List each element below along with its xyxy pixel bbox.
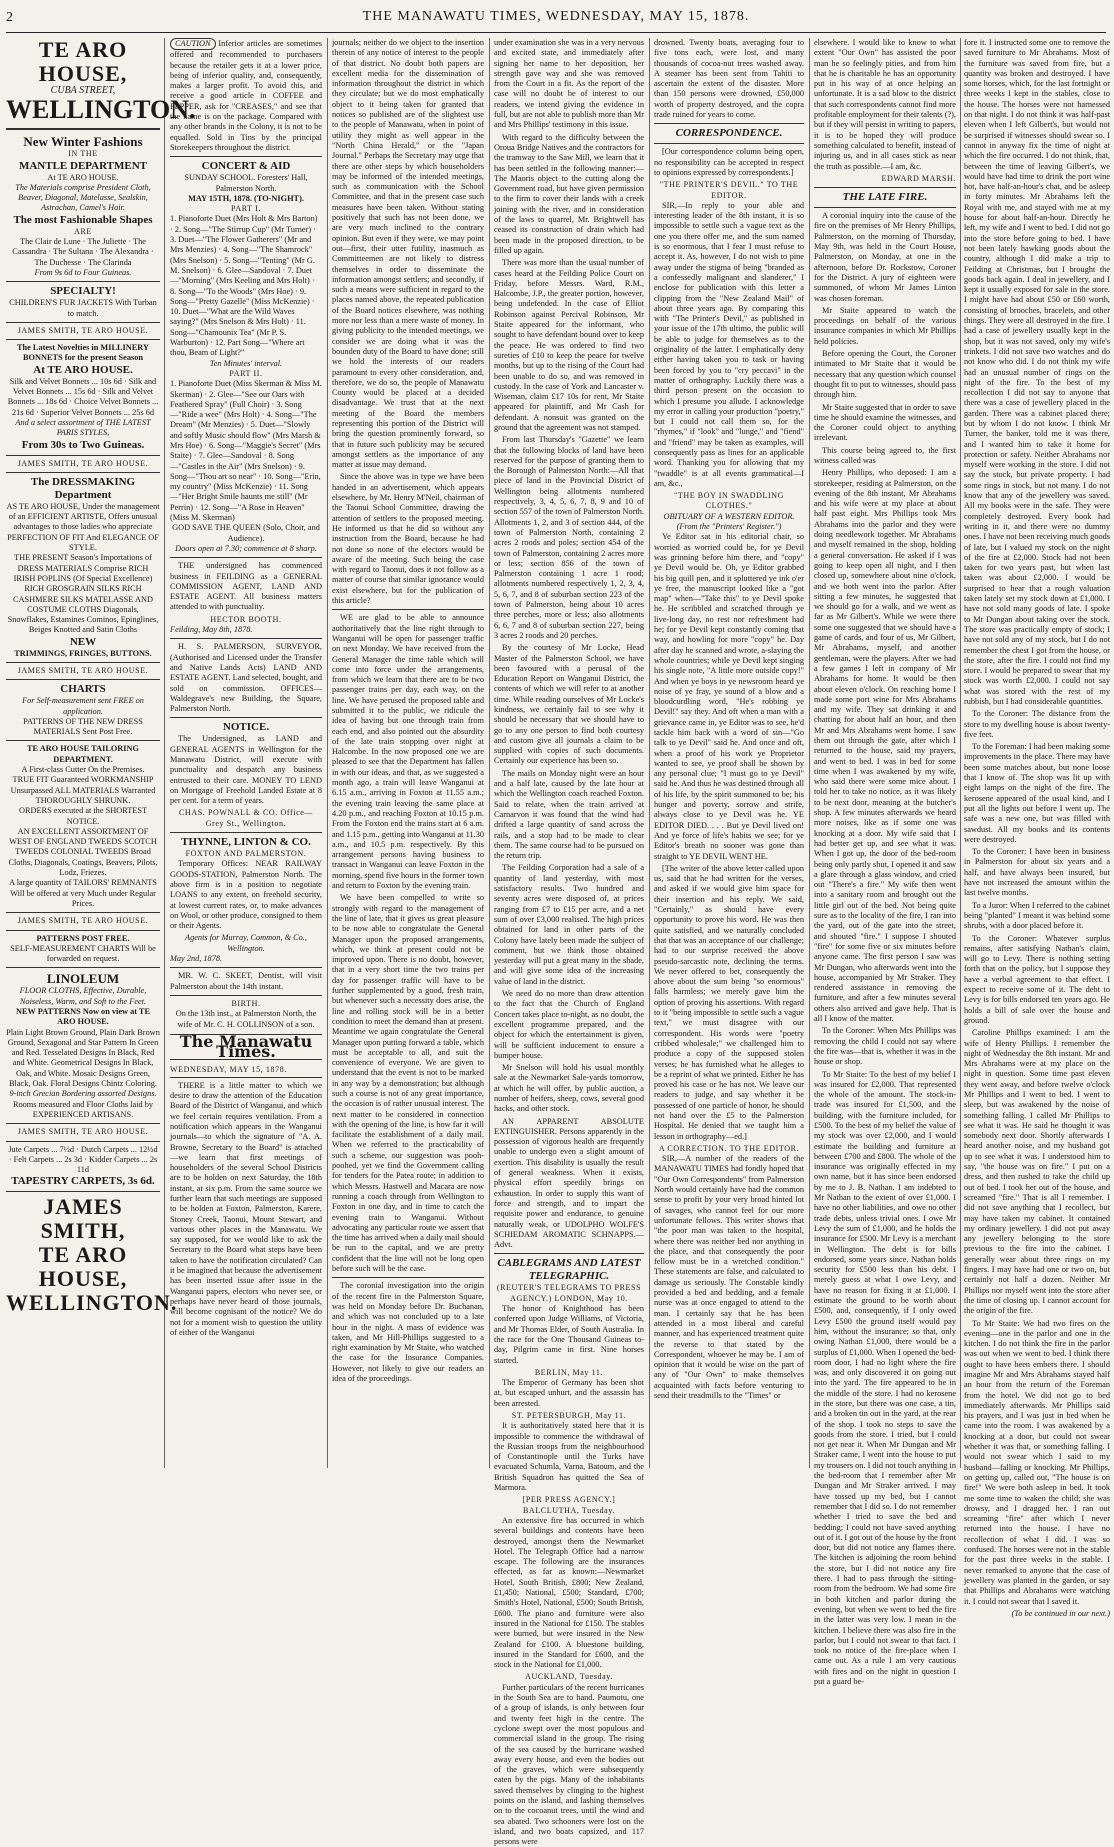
signature: JAMES SMITH, TE ARO HOUSE.: [17, 325, 149, 335]
programme-part-2: 1. Pianoforte Duet (Miss Skerman & Miss M. Skerman) · 2. Glee—"See our Oars with Feathered Spray" (Full Choir) · 3. Song—"Ride a wee" (Mrs Holt) · 4. Song—"The Dream" (Mr Menzies) · 5. Duet—"Slowly and softly Music should flow" (Mrs Marsh & Mrs Hoe) · 6. Song—"Maggie's Secret" (Mrs Staite) · 7. Glee—Sandoval · 8. Song—"Castles in the Air" (Mrs Snelson) · 9. Song—"Thou art so near" · 10. Song—"Erin, my country" (Miss McKenzie) · 11. Song—"Her Bright Smile haunts me still" (Mr Perrin) · 12. Song—"A Rose in Heaven" (Miss M. Skerman): [170, 379, 322, 523]
anthem-text: GOD SAVE THE QUEEN (Solo, Choir, and Audience).: [172, 523, 320, 543]
divider: [6, 967, 160, 968]
divider: [654, 143, 804, 144]
page-number: 2: [6, 10, 13, 25]
cablegrams-sub: (REUTER'S TELEGRAMS TO PRESS AGENCY.) LONDON, May 10.: [496, 1283, 642, 1303]
column-rule: [960, 38, 961, 1468]
skeet-advert: MR. W. C. SKEET, Dentist, will visit Palmerston about the 14th instant.: [170, 971, 322, 991]
fire-paragraph-8: To Mr Staite: To the best of my belief I was insured for £2,000. That represented the whole of the amount. The stock-in-trade was insured for £1,500, and the building, with the furniture included, for £500. To the best of my belief the value of my stock was over £2,000, and I would estimate the building and furniture at between £700 and £800. The whole of the insurance was originally effected in my own name, but it has since been endorsed by me to J. B. Nathan. I am indebted to Mr Nathan to the extent of over £1,000. I have no other liabilities, and owe no other trade debts, unless trivial ones. I owe Mr Levy the sum of £1,000, and he holds the insurance for £500. Mr Levy is a merchant in Wellington. The debt is for bills endorsed, some years since. Nathan holds security for £500 less than his debt. I merely guess at what I owe Levy, and have no reason for fixing it at £1,000. I estimate the ground to be worth about £500, and, consequently, if I only owed Levy £500 the ground itself would pay him, without the insurance; so that, only owing Nathan £1,000, there would be a surplus of £1,000. When I opened the bed-room door, I had no light where the fire was, and only discovered it on going out into the yard. The fire appeared to be in the middle of the store. I had no kerosene in the store, but there was one case, a tin, and a broken tin out in the yard, at the rear of the shop. I took no steps to save the goods from the store. I tried, but I could not get near it. When Mr Dungan and Mr Straker came, I went into the house to put my trousers on. I did not touch anything in the bed-room that I remember after Mr Dungan and Mr Straker arrived. I may have tossed up my bed, but I cannot remember that I did so. I do not remember whether I tried to save the bed and bedding; I could not have saved anything out of it. I got out of the house by the front door, but did not notice any flames there. The kitchen is adjoining the room behind the store, but I did not notice any fire there. I had to pass through the sitting-room from the bedroom. We had some fire in both kitchen and parlor during the evening, but when we went to bed the fire in the latter was very low. I mean in the kitchen. I believe there was also fire in the parlor, but I could not swear to that fact. I took no notice of the fire-place when I came out. As a rule I am very cautious with fires and on the night in question I put a guard be-: [814, 1069, 956, 1687]
local-news-5: By the courtesy of Mr Locke, Head Master of the Palmerston School, we have been favoured with a perusal of the Education Report on Wanganui District, the contents of which we will refer to at another time. While reading ourselves of Mr Locke's kindness, we certainly fail to see why it should be necessary that we should have to go to any one person to find both courtesy and custom give all journals a claim to be supplied with copies of such documents. Certainly our experience has been so.: [494, 643, 644, 766]
final-signature-1: JAMES SMITH,: [40, 1194, 126, 1244]
fire-continued-8: To Mr Staite: We had two fires on the evening—one in the parlor and one in the kitchen. I do not think the fire in the parlor was out when we went to bed. I think there ought to have been embers there. I should imagine Mr and Mrs Abrahams stayed half an hour from the return of the Foreman from the hotel. We did not go to bed immediately afterwards. Mr Phillips said his prayers, and I was just in bed when he came into the room. I was awakened by a knocking at a door, but could not swear whether it was that, or something falling. I would not swear which I said to my husband—falling or knocking. Mr Phillips, on getting up, called out, "The house is on fire!" We were both asleep in bed. It took me some time to waken the child; she was drowsy, and I dragged her. I ran out screaming "fire" after which I never returned into the house. I have no recollection of what I did. I was so confused. The horses were not in the stable for the past three weeks in the stable. I never remarked to anyone that the case of jewellery was planted in the garden, or say that Phillips and Abrahams were watching it. I could not swear that I saved it.: [964, 1318, 1110, 1606]
programme-part-1: 1. Pianoforte Duet (Mrs Holt & Mrs Barton) · 2. Song—"The Stirrup Cup" (Mr Turner) · 3. Duet—"The Flower Gatherers" (Mr and Mrs Menzies) · 4. Song—"The Shamrock" (Mrs Snelson) · 5. Song—"Tenting" (Mr G. M. Snelson) · 6. Glee—Sandoval · 7. Duet—"Morning" (Mrs Keeling and Mrs Holt) · 8. Song—"To the Woods" (Mrs Hoe) · 9. Song—"Pretty Gazelle" (Miss McKenzie) · 10. Duet—"What are the Wild Waves saying?" (Mrs Snelson & Mrs Holt) · 11. Song—"Chamounix Tea" (Mr P. S. Warburton) · 12. Part Song—"Where art thou, Beam of Light?": [170, 214, 318, 358]
dressmaking-heading: The DRESSMAKING Department: [30, 475, 136, 501]
store-name: TE ARO HOUSE,: [38, 37, 128, 86]
carpet-prices: Jute Carpets ... 7½d · Dutch Carpets ... 12½d · Felt Carpets ... 2s 3d · Kidder Carpets ... 2s 11d: [8, 1144, 158, 1175]
charts-heading: CHARTS: [60, 683, 106, 696]
obituary-text: Ye Editor sat in his editorial chair, so worried as worried could be, for ye Devil was grinning before him there, and "copy" ye Devil would be. Oh, ye Editor grabbed his big quill pen, and it spluttered ye ink o'er ye free, the manuscript looked like a "got map" when—"Take this" to ye Devil spoke he. He scribbled and scratched through ye live-long day, no rest nor refreshment had he; for ye Devil kept constantly coming that way, and howling for more "copy" he. Day after day he scanned and wrote, a-slaying the whole countries; while ye Devil kept singing his single note, "A little more outside copy!" And when ye boys in ye newsroom heard ye noise of ye fray, ye sound of a blow and a bloodcurdling word, "He's robbing ye Devil!" say they. And oft when a man with a grievance came in, ye Editor was to see, he'd tackle him back with a word of sin—"Go talk to ye Devil" said he. And once and oft, when a proof of his work ye Proprietor wanted to see, ye proof shall be shown by any personal clue; "I must go to ye Devil" said he. And thus he was destined through all of his life, by the spirit summoned to be; his hunger and poverty, sorrow and strife, always close to ye Devil was he. YE EDITOR DIED. . . . But ye Devil lived on! And ye force of life's habits we see; for ye Editor's breath no sooner was gone than straight to YE DEVIL WENT HE.: [654, 532, 805, 861]
materials-text: The Materials comprise President Cloth, Beaver, Diagonal, Matelasse, Sealskin, Astrachan, Camel's Hair.: [15, 182, 151, 213]
correction-continued: elsewhere. I would like to know to what extent "Our Own" has assisted the poor man he so feelingly pities, and from him that he is charitable he has an opportunity put in his way of at once helping an unfortunate. It is a sad blow to the district that such correspondents cannot find more profitable employment for their talents (?), but if they will persist in writing to papers, it is to be hoped they will produce something calculated to benefit, instead of injuring us, and in all cases stick as near the truth as possible.—I am, &c.: [814, 38, 956, 171]
grecian-text: 9-inch Grecian Bordering assorted Designs.: [9, 1089, 157, 1099]
interval-text: Ten Minutes' interval.: [209, 358, 283, 368]
shapes-heading: The most Fashionable Shapes: [13, 213, 153, 226]
fire-paragraph-2: Mr Staite appeared to watch the proceedings on behalf of the various insurance companies in which Mr Phillips held policies.: [814, 305, 956, 346]
notice-signature: CHAS. POWNALL & CO. Office—Grey St., Wellington.: [179, 808, 313, 828]
masthead-date: WEDNESDAY, MAY 15, 1878.: [170, 1064, 322, 1077]
divider: [6, 339, 160, 340]
new-label: NEW: [69, 635, 97, 648]
divider: [6, 930, 160, 931]
divider: [6, 1123, 160, 1124]
divider: [6, 322, 160, 323]
store-city: WELLINGTON.: [6, 95, 196, 125]
fit-text: TRUE FIT Guaranteed WORKMANSHIP Unsurpassed ALL MATERIALS Warranted THOROUGHLY SHRUNK.: [10, 775, 156, 805]
devil-heading: "THE PRINTER'S DEVIL." TO THE EDITOR.: [659, 180, 799, 200]
cables-berlin: The Emperor of Germany has been shot at, but escaped unhurt, and the assassin has been arrested.: [494, 1378, 644, 1408]
orders-text: ORDERS executed at the SHORTEST NOTICE.: [18, 806, 148, 826]
palmerson-advert: H. S. PALMERSON, SURVEYOR, (Authorised and Licensed under the Transfer and Native Lands Acts) LAND AND ESTATE AGENT. Land selected, bought, and sold on commission. OFFICES—Waldegrave's new Building, the Square, Palmerston North.: [170, 642, 322, 714]
cables-auckland: Further particulars of the recent hurricanes in the South Sea are to hand. Paumotu, one of a group of islands, is only between four and twenty feet high in the centre. The cyclone swept over the most populous and commercial island in the group. The rising of the sea caused by the hurricane washed away every house, and even the bodies out of the graves, which were subsequently eaten by the pigs. Many of the inhabitants saved themselves by clinging to the highest points on the island, and lashing themselves on to the cocoanut trees, until the wind and sea abated. Two schooners were lost on the island, and two boats capsized, and 117 persons were: [494, 1682, 644, 1847]
booth-date: Feilding, May 8th, 1878.: [170, 625, 253, 635]
fire-continued-3: To the Foreman: I had been making some improvements in the place. There may have been some matches about, but none loose that I know of. The shop was lit up with eight lamps on the night of the fire. The kerosene appeared of the usual kind, and I put all the lights out before I went up. The safe was a new one, but was filled with sawdust. All my books and its contents were destroyed.: [964, 742, 1110, 844]
fire-paragraph-1: A coronial inquiry into the cause of the fire on the premises of Mr Henry Phillips, Palmerston, on the morning of Thursday, May 9th, was held in the Court House, Palmerston, on Monday, at one in the afternoon, before Dr. Rockstow, Coroner for the District. A jury of eighteen were summoned, of whom Mr James Linton was chosen foreman.: [814, 211, 956, 303]
thynne-heading: THYNNE, LINTON & CO.: [181, 836, 311, 849]
newspaper-title: THE MANAWATU TIMES, WEDNESDAY, MAY 15, 1878.: [362, 9, 750, 24]
column-7: [964, 38, 1110, 1618]
final-signature-2: TE ARO HOUSE,: [38, 1242, 128, 1292]
berlin-dateline: BERLIN, May 11.: [534, 1367, 604, 1377]
writer-note: [The writer of the above letter called upon us, said that he had written for the verses, and asked if we would give him space for their insertion and his reply. We said, "Certainly," as should have every opportunity to prove his word. He was then quite satisfied, and we naturally concluded that that was an acceptance of our challenge; had to our surprise received the above pseudo-sarcastic note, declining the terms. We never offered to bet, consequently the above about the sum being "so enormous" falls harmless; we merely gave him the option of proving his assertions. With regard to it "being impossible to settle such a vague text," we must disagree with our correspondent. His words were "poetry cribbed wholesale;" we challenged him to produce a copy of the supposed stolen verses; he has furnished what he alleges to be a reprint of what we printed. Either he has proved his case or he has not. We leave our readers to judge, and say whether it be possessed of one particle of honor, he should not hand over the £5 to the Palmerston Hospital. He denied that we taught him a lesson in orthography—ed.]: [654, 863, 804, 1141]
mantle-heading: MANTLE DEPARTMENT: [18, 159, 148, 172]
tailoring-heading: TE ARO HOUSE TAILORING DEPARTMENT.: [27, 744, 139, 764]
fire-continued-1: fore it. I instructed some one to remove the saved furniture to Mr Abrahams. Most of the furniture was saved from fire, but a quantity was broken and destroyed. I have some horses, which, for the last fortnight or three weeks I kept in the stables, close to the house. The horses were not harnessed on that night. I do not think it was half-past eleven when I left Gilbert's, but would not be surprised if witnesses should swear so. I cannot in anyway fix the time of night at which the fire occurred. I do not think, that, between the time of leaving Gilbert's, we would have had time to drink the port wine hot, have half-an-hour's chat, and be asleep in forty minutes. Mr Abrahams left the Royal with me, and stayed with me at my house for about half-an-hour. Directly he left, my wife and I went to bed. I did not go into the store before going to bed. I have not been lately hawking goods about the country, although I did make a trip to Feilding at Christmas, but I brought the goods back again. I deal in jewellery, and I kept it usually exposed for sale in the store. I might have had about £50 or £60 worth, consisting of brooches, bracelets, and other things. They were all destroyed in the fire. I had a case of jewellery usually kept in the shop, but it was not saved, only my wife's trinkets. I did not save two watches and do not know who did. I do not think my wife had an unusual number of rings on the night of the fire. To the best of my recollection I did not say to anyone that there was a case of jewellery placed in the garden. There was a cabinet placed there; but by whom I do not know. I think Mr Turner, the banker, told me it was there, and I wanted him to take it home for protection or safety. Neither Abrahams nor myself were working in the store. I did not say the stock, but private property. I had some rings in stock, but not many. I do not know that any of the jewellery was saved. All my books were in the safe. They were completely destroyed. Every book had writing in it, and there were no dummy ones. I have not been receiving much goods of late, but I valued my stock on the night of the fire at £2,000. Stock had not been taken for two years past, but when last taken was about £2,000. I would be surprised to hear that a rough valuation taken lately set my stock down at £1,000. I have not sold many goods of late. I spoke to Mr Dungan about taking over the stock. The store was practically empty of stock; I have not sold any of my stock, but I do not remember the chest I got from the house, or the store, after the fire. I could not find my store. I would be prepared to swear that my stock was worth £2,000. I could not say what was stored with the rest of my rubbish, but I had considerable quantities.: [964, 38, 1110, 706]
petersburg-dateline: ST. PETERSBURGH, May 11.: [511, 1411, 627, 1420]
column-rule: [489, 38, 490, 1468]
self-measure-text: SELF-MEASUREMENT CHARTS Will be forwarded on request.: [10, 943, 156, 964]
divider: [170, 557, 322, 558]
editorial-text: THERE is a little matter to which we desire to draw the attention of the Education Board of the District of Wanganui, and which we feel certain requires ventilation. From a notification which appears in the Wanganui journals—to which the signature of "A. A. Browne, Secretary to the Board" is attached—we learn that first meetings of householders of the several School Districts are to be holden on next Saturday, the 18th instant, at six p.m. From the same source we further learn that such meetings are supposed to be holden at Foxton, Palmerston, Karere, Stoney Creek, Taonui, Mount Stewart, and various other places in the Manawatu. We say supposed, for we would like to ask the Secretary to the Board what steps have been taken to have the notification circulated? Can it be imagined that because the advertisement has been inserted issue after issue in the Wanganui papers, electors who never see, or perhaps have never heard of those journals, will become cognisant of the notice? We do not for a moment wish to question the utility of either of the Wanganui: [170, 1080, 322, 1337]
thynne-date: May 2nd, 1878.: [170, 954, 223, 964]
to-be-continued: (To be continued in our next.): [1011, 1608, 1110, 1618]
concert-date: MAY 15TH, 1878. (TO-NIGHT).: [188, 193, 304, 203]
fire-continued-7: Caroline Phillips examined: I am the wife of Henry Phillips. I remember the night of Wednesday the 8th instant. Mr and Mrs Abrahams were at my place on the night in question. Some time past eleven they went away, and before twelve o'clock Mr Phillips and I went to bed. I went to sleep, but was awakened by the noise of something falling. I called Mr Phillips to see what it was. He said he thought it was somebody next door. Shortly afterwards I heard another noise, and my husband got up to see what it was. I understood him to say, "the house was on fire." I put on a dress, and then rushed to take the child up out of bed. I took her out of the house, and screamed "fire." That is all I remember. I did not save anything that I recollect, but may have taken my cabinet. It contained my ordinary jewellery. I did not put away any jewellery belonging to the store previous to the fire into the cabinet. I generally wear about three rings on my fingers. I may have had one or two on, but certainly not half a dozen. Neither Mr Phillips nor myself went into the store after the time of closing up. I cannot account for the origin of the fire.: [964, 1028, 1110, 1316]
tapestry-text: TAPESTRY CARPETS, 3s 6d.: [11, 1175, 155, 1188]
newspaper-header: [6, 6, 1106, 33]
paris-price: From 30s to Two Guineas.: [21, 438, 145, 451]
late-fire-heading: THE LATE FIRE.: [842, 191, 928, 204]
fire-continued-2: To the Coroner: The distance from the store to my dwelling house is about twenty-five feet.: [964, 709, 1110, 739]
column-2: [170, 38, 322, 1468]
local-news-10: AN APPARENT ABSOLUTE EXTINGUISHER. Persons apparently in the possession of vigorous health are frequently unable to undergo even a slight amount of exertion. This disability is usually the result of general weakness. When it exists, physical effort speedily brings on exhaustion. In order to supply this want of force and strength, and to impart the requisite power and endurance, to genuine naturally weak, or UDOLPHO WOLFE'S SCHIEDAM AROMATIC SCHNAPPS.—Advt.: [494, 1116, 644, 1250]
shape-list: The Clair de Lune · The Juliette · The Cassandra · The Sultana · The Alexandra · The Duchesse · The Clarinda: [12, 237, 154, 267]
rooms-text: Rooms measured and Floor Cloths laid by EXPERIENCED ARTISANS.: [12, 1099, 154, 1119]
signature: JAMES SMITH, TE ARO HOUSE.: [17, 916, 149, 926]
correspondence-heading: CORRESPONDENCE.: [675, 127, 783, 140]
importations-text: THE PRESENT Season's Importations of DRESS MATERIALS Comprise RICH IRISH POPLINS (Of Special Excellence) RICH GROSGRAIN SILKS RICH CASHMERE SILKS MATELASSE AND COSTUME CLOTHS Diagonals, Snowflakes, Estamines Cominos, Epinglines, Beiges Knotted and Satin Cloths: [7, 553, 159, 635]
railway-article: WE are glad to be able to announce authoritatively that the line right through to Wanganui will be open for passenger traffic on next Monday. We have received from the General Manager the time table which will come into force under the arrangements, from which we learn that there are to be two passenger trains per day, each way, on the line. We have perused the proposed table and submitted it to the public, we ridicule the idea of having but one through train from each end, and also pointed out the absurdity of the late train stopping over night at Halcombe. In the now proposed one we are pleased to see that the Department has fallen in with our ideas, and that, as we suggested a month ago, a train will leave Wanganui at 6.15 a.m., arriving in Foxton at 11.55 a.m.; the evening train leaving the same place at 4.20 p.m., and reaching Foxton at 10.15 p.m. From the Foxton end the trains start at 6 a.m. and 1.15 p.m., getting into Wanganui at 11.30 a.m., and 10.5 p.m. respectively. By this arrangement persons having business to transact in Wanganui can leave Foxton in the morning, spend five hours in the former town and return to Foxton by the evening train.: [332, 613, 484, 891]
column-5: [654, 38, 804, 1468]
column-rule: [649, 38, 650, 1468]
thynne-text: Temporary Offices: NEAR RAILWAY GOODS-STATION, Palmerston North. The above firm is in a position to negotiate LOANS to any extent, on freehold security, at lowest current rates, or, to make advances on Wool, or other produce, consigned to them or their Agents.: [170, 859, 322, 931]
in-the: IN THE: [68, 149, 98, 159]
booth-advert: THE undersigned has commenced business in FEILDING as a GENERAL COMMISSION AGENT, LAND AND ESTATE AGENT. All business matters attended to with punctuality.: [170, 561, 322, 612]
post-free-heading: PATTERNS POST FREE.: [36, 933, 130, 943]
new-patterns-text: NEW PATTERNS Now on view at TE ARO HOUSE.: [16, 1007, 150, 1027]
divider: [494, 1253, 644, 1254]
divider: [6, 912, 160, 913]
correction-letter: SIR,—A number of the readers of the MANAWATU TIMES had fondly hoped that "Our Own Correspondents" from Palmerston North would certainly have had the common sense to profit by your very broad hinted lot of savages, who cannot feel for our more unfortunate fellows. This writer shows that "the poor man was taken to the hospital, where there was neither bed nor anything in the place, and that consequently the poor fellow must be in a wretched condition." These statements are false, and calculated to damage us seriously. The Constable kindly provided a bed and bedding, and a female nurse was at once engaged to attend to the man. I certainly say that he has been attended in a most liberal and careful manner, and has experienced treatment quite the reverse to that stated by the Correspondent, whoever he may be. I am of opinion that it would be wise on the part of any of "Our Own" to make themselves acquainted with facts before venturing to send their treadmills to the "Times" or: [654, 1154, 804, 1400]
press-agency-dateline: [PER PRESS AGENCY.] BALCLUTHA, Tuesday.: [522, 1495, 616, 1515]
trimmings-text: TRIMMINGS, FRINGES, BUTTONS.: [14, 648, 152, 658]
cables-petersburg: It is authoritatively stated here that it is impossible to commence the withdrawal of the Russian troops from the neighbourhood of Constantinople until the Turks have evacuated Schumla, Varna, Batoum, and the British Squadron has quitted the Sea of Marmora.: [494, 1421, 644, 1493]
store-street: CUBA STREET,: [50, 85, 116, 96]
divider: [814, 207, 956, 208]
fire-paragraph-5: This course being agreed to, the first witness called was: [814, 445, 956, 465]
doors-text: Doors open at 7.30; commence at 8 sharp.: [175, 543, 317, 553]
are-label: ARE: [74, 226, 92, 236]
column-4: [494, 38, 644, 1847]
price-range: From 9s 6d to Four Guineas.: [34, 267, 132, 277]
divider: [6, 1141, 160, 1142]
local-news-9: Mr Snelson will hold his usual monthly sale at the Newmarket Sale-yards tomorrow, at which he will offer, by public auction, a number of heifers, sheep, cows, several good hacks, and other stock.: [494, 1063, 644, 1114]
editorial-continued: journals; neither do we object to the insertion therein of any notice of interest to the people of that district. No doubt both papers are excellent media for the dissemination of information throughout the district in which they circulate; but we do most emphatically object to it being taken for granted that notices so published are of the slightest use to the people of Manawatu, when in point of utility they might as well appear in the "North China Herald," or the "Japan Journal." Perhaps the Secretary may urge that there are other steps by which householders may be informed of the intended meetings, such as communication with the School Committee, and that in the present case such measures have been taken. Without stating positively that such has not been done, we are very much inclined to the contrary opinion. But even if they were, we may point out—first, their utter futility, inasmuch as Committeemen are not likely to distress themselves in order to disseminate the information amongst settlers; and secondly, if such a means were sufficient in regard to the places named above, the repeated publication of the Board notices elsewhere, was nothing more nor less than a mere waste of money. In giving publicity to the intended meetings, we consider we are doing what it was the bounden duty of the Board to have done; still we hold the interests of our readers paramount to every other consideration, and, therefore, we do so, the people of Manawatu County would be placed at a decided disadvantage. We trust that at the next meeting of the Board the members representing this portion of the District will bring the question prominently forward, so that in future such publicity may be secured amongst settlers as the importance of any matter at issue may demand.: [332, 38, 484, 470]
local-news-4: From last Thursday's "Gazette" we learn that the following blocks of land have been reserved for the purpose of granting them to the Borough of Palmerston North:—All that piece of land in the Provincial District of Wellington being allotments numbered respectively, 3, 4, 5, 6, 7, 8, 9 and 10 of section 557 of the town of Palmerston North. Allotments 1, 2, and 3 of section 444, of the town of Palmerston North, containing 2 acres 2 roods and poles; section 454 of the town of Palmerston, containing 2 acres more or less; section 856 of the town of Palmerston containing 1 acre 1 rood; allotments numbered respectively 1, 2, 3, 4, 5, 6, 7, and 8 of suburban section 223 of the town of Palmerston, being about 10 acres three perches, more or less; also allotments 6, 6, 7 and 8 of suburban section 227, being 3 acres 2 roods and 20 perches.: [494, 435, 644, 640]
novelties-text: The Latest Novelties in MILLINERY BONNETS for the present Season: [17, 343, 149, 363]
linoleum-heading: LINOLEUM: [46, 971, 120, 987]
cablegrams-heading: CABLEGRAMS AND LATEST TELEGRAPHIC.: [497, 1257, 641, 1283]
signature: JAMES SMITH, TE ARO HOUSE.: [17, 665, 149, 675]
local-news-6: The mails on Monday night were an hour and a half late, caused by the late hour at which the Wellington coach reached Foxton. Said to relate, when the train arrived at Carnarvon it was found that the wind had drifted a large quantity of sand across the rails, and a stop had to be made to clear them. The same course had to be pursued on the return trip.: [494, 768, 644, 861]
birth-text: On the 13th inst., at Palmerston North, the wife of Mr. C. H. COLLINSON of a son.: [175, 1009, 317, 1029]
notice-heading: NOTICE.: [222, 721, 270, 734]
fire-paragraph-7: To the Coroner: When Mrs Phillips was removing the child I could not say where the fire was—that is, whether it was in the house or shop.: [814, 1026, 956, 1067]
divider: [6, 472, 160, 473]
correction-heading: A CORRECTION. TO THE EDITOR.: [658, 1143, 800, 1153]
signature: JAMES SMITH, TE ARO HOUSE.: [17, 458, 149, 468]
fire-continued-4: To the Coroner: I have been in business in Palmerston for about six years and a half, and have always been insured, but have not increased the amount within the last twelve months.: [964, 847, 1110, 898]
divider: [170, 967, 322, 968]
local-news-1: under examination she was in a very nervous and excited state, and immediately after signing her name to her deposition, her strength gave way and she was removed from the Court in a fit. As the report of the case will no doubt be of interest to our readers, we intend giving the evidence in full, but are not able to publish more than Mr and Mrs Phillips' testimony in this issue.: [494, 38, 644, 130]
local-news-3: There was more than the usual number of cases heard at the Feilding Police Court on Friday, before Messrs. Ward, R.M., Halcombe, J.P., the greater portion, however, being undefended. In the case of Elliot Robinson against Percival Robinson, Mr Staite appeared for the informant, who sought to have defendant bound over to keep the peace. He was ordered to find two sureties of £10 to keep the peace for twelve months, but up to the rising of the Court had been unable to do so, and was removed in custody. In the case of York and Lancaster v. Wiseman, claim £17 10s for rent, Mr Staite appeared for plaintiff, and Mr Cash for defendant. A nonsuit was granted on the ground that the agreement was not stamped.: [494, 258, 644, 432]
cutter-text: A First-class Cutter On the Premises.: [21, 765, 145, 775]
divider: [6, 662, 160, 663]
caution-text: Inferior articles are sometimes offered and recommended to purchasers because the retailer gets it at a lower price, being of inferior quality, and, consequently, makes a larger profit. To avoid this, and receive a good article in COFFEE and PEPPER, ask for "CREASES," and see that the name is on the package. Compared with any other brands in the Colony, it is not to be equalled. Sold in Tins by the principal Storekeepers throughout the district.: [170, 39, 322, 152]
paris-styles: And a select assortment of THE LATEST PARIS STYLES,: [15, 417, 151, 438]
divider: [6, 128, 160, 130]
birth-heading: BIRTH.: [231, 998, 261, 1008]
obituary-heading: OBITUARY OF A WESTERN EDITOR. (From the "Printers' Register."): [663, 511, 795, 532]
final-signature-3: WELLINGTON.: [6, 1290, 178, 1316]
divider: [170, 717, 322, 718]
thynne-sub: FOXTON AND PALMERSTON.: [185, 849, 307, 859]
divider: [6, 281, 160, 282]
charts-text: For Self-measurement sent FREE on application.: [22, 696, 144, 716]
taonui-note: Since the above was in type we have been handed in an advertisement, which appears elsewhere, by Mr. Henry M'Neil, chairman of the Taonui School Committee, drawing the attention of settlers to the proposed meeting. He informed us that he did so without any instruction from the Board, because he had not done so none of the electors would be aware of the meeting. Such being the case with regard to Taonui, does it not follow as a matter of course that similar ignorance would exist elsewhere, but for the publication of this article?: [332, 472, 484, 606]
divider: [170, 638, 322, 639]
column-6: [814, 38, 956, 1687]
fashions-heading: New Winter Fashions: [23, 134, 143, 150]
children-text: CHILDREN'S FUR JACKETS With Turban to match.: [9, 298, 157, 318]
correspondence-note: [Our correspondence column being open, no responsibility can be accepted in respect to opinions expressed by correspondents.]: [654, 147, 804, 177]
local-news-7: The Feilding Corporation had a sale of a quantity of land yesterday, with most satisfactory results. Two hundred and seventy acres were disposed of, at prices ranging from £7 to £15 per acre, and a net sum of over £3,000 realised. The high prices obtained for land in other parts of the Colony have lately been made the subject of comment, but we think those obtained yesterday will put a great many in the shade, and will give some idea of the increasing value of land in the district.: [494, 863, 644, 986]
divider: [654, 123, 804, 124]
coronial-note: The coronial investigation into the origin of the recent fire in the Palmerston Square, was held on Monday before Dr. Buchanan, and which was not concluded up to a late hour in the night. A mass of evidence was taken, and Mr Hill-Phillips suggested to a right examination by Mr Staite, who watched the case for the Insurance Companies. However, not likely to give our readers an idea of the proceedings.: [332, 1281, 484, 1383]
devil-signature: "THE BOY IN SWADDLING CLOTHES.": [673, 491, 784, 511]
column-rule: [327, 38, 328, 1468]
divider: [6, 1191, 160, 1192]
thynne-agents: Agents for Murray, Common, & Co., Wellington.: [185, 933, 307, 953]
divider: [170, 832, 322, 833]
column-rule: [164, 38, 165, 1468]
local-news-8: We need do no more than draw attention to the fact that the Church of England Concert takes place to-night, as no doubt, the excellent programme prepared, and the object for which the entertainment is given, will be sufficient inducement to ensure a bumper house.: [494, 989, 644, 1060]
local-news-2: With regard to the difficulty between the Oroua Bridge Natives and the contractors for the tramway to the Saw Mill, we learn that it has been settled in the following manner:—The Maoris object to the cutting along the Government road, but have given permission to the firm to cover their lands with a creek joining with the river, and in consideration of the laws to quarrel, Mr. Brightwell has ceased its construction of drain which had been made in the proposed direction, to be filled up again.: [494, 132, 644, 255]
fire-paragraph-3: Before opening the Court, the Coroner intimated to Mr Staite that it would be necessary that any question which counsel thought fit to put to witnesses, should pass through him.: [814, 349, 956, 400]
part-1-label: PART I.: [231, 204, 261, 214]
divider: [170, 995, 322, 996]
auckland-dateline: AUCKLAND, Tuesday.: [525, 1672, 613, 1682]
specialty-heading: SPECIALTY!: [50, 285, 116, 298]
cables-london: The honor of Knighthood has been conferred upon Judge Williams, of Victoria, and Mr Thomas Elder, of South Australia. In the race for the One Thousand Guineas to-day, Pilgrim came in first. Nine horses started.: [494, 1304, 644, 1365]
fire-paragraph-4: Mr Staite suggested that in order to save time he should examine the witnesses, and the Coroner could object to anything irrelevant.: [814, 402, 956, 443]
divider: [6, 455, 160, 456]
part-2-label: PART II.: [229, 368, 263, 378]
divider: [6, 679, 160, 680]
caution-badge: CAUTION: [170, 38, 216, 50]
fire-continued-6: To the Coroner: Whatever surplus remains, after satisfying Nathan's claim, will go to Levy. There is nothing setting forth that on the policy, but I suppose they have a verbal agreement to that effect. I expect to receive some of it. The debt to Levy is for bills endorsed ten years ago. He holds a bill of sale over the house and ground.: [964, 933, 1110, 1025]
divider: [814, 187, 956, 188]
notice-text: The Undersigned, as LAND and GENERAL AGENTS in Wellington for the Manawatu District, will execute with punctuality and despatch any business entrusted to their care. MONEY TO LEND on Mortgage of Freehold Landed Estate at 8 per cent. for a term of years.: [170, 734, 322, 806]
silk-bonnets-prices: Silk and Velvet Bonnets ... 10s 6d · Silk and Velvet Bonnets ... 15s 6d · Silk and Velvet Bonnets ... 18s 6d · Choice Velvet Bonnets ... 21s 6d · Superior Velvet Bonnets ... 25s 6d: [7, 376, 159, 417]
linoleum-text: FLOOR CLOTHS, Effective, Durable, Noiseless, Warm, and Soft to the Feet.: [19, 986, 147, 1006]
divider: [332, 1277, 484, 1278]
assortment-text: AN EXCELLENT ASSORTMENT OF WEST OF ENGLAND TWEEDS SCOTCH TWEEDS COLONIAL TWEEDS Broad Cloths, Diagonals, Coatings, Beavers, Pilots, Lodz, Friezes.: [8, 826, 158, 878]
remnants-text: A large quantity of TAILORS' REMNANTS Will be offered at very Much under Regular Prices.: [9, 878, 157, 908]
devil-letter: SIR,—In reply to your able and interesting leader of the 8th instant, it is so impossible to settle such a vague text as the one you there offer me, and the sum named is so enormous, that I fear I must refuse to accept it. As, however, I do not wish to pine away under the stigma of being "branded as a confessedly malignant and slanderer," I enclose for publication with this letter a clipping from the "New Zealand Mail" of about three years ago. By comparing this with "The Printer's Devil," as published in your issue of the 17th ultimo, the public will be able to judge for themselves as to the originality of the latter. I emphatically deny either having taken you to task or having been forced by you to "cry peccavi" in the matter of orthography. Luckily there was a third person present on the occasion to which I presume you allude. I acknowledge my error in calling your production "poetry," but I could not call them so, for the "rhymes," if "look" and "lunge," and "fiend" and "friend" may be taken as examples, will consequently pass as lines for an applicable word. Thanking you for allowing that my "twaddle" is at all events grammatical—I am, &c.,: [654, 200, 804, 488]
railway-article-2: We have been compelled to write so strongly with regard to the management of the line of late, that it gives us great pleasure to be now able to congratulate the General Manager upon the proposed arrangements, which, we think at present could not be improved upon. There is no doubt, however, that in a very short time the two trains per day for passenger traffic will have to be further supplemented by a good, fresh train, but whenever such a necessity does arise, the line and rolling stock will be in a better condition to meet the demand than at present. Meantime we again congratulate the General Manager upon putting forward a table, which must be acceptable to all, and suit the convenience of everyone. We are given to understand that the event is not to be marked in any way by a demonstration; but although such a course is not of any great importance, the occasion is of rather unusual interest. The next matter to be considered in connection with the opening of the line, is how far it will facilitate the establishment of a daily mail. When we referred to the practicability of such a scheme, our suggestion was pooh-poohed, yet we find the Government calling for tenders for the Patea route; in addition to which Messrs. Hastwell and Macara are now running a coach through from Wellington to Foxton in one day, and in time to catch the evening train to Wanganui. Without advocating any particular route we assert that the time has arrived when a daily mail should be run to the capital, and we are pretty confident that the line will not be long open before such will be the case.: [332, 893, 484, 1274]
signature: JAMES SMITH, TE ARO HOUSE.: [17, 1127, 149, 1137]
linoleum-list: Plain Light Brown Ground, Plain Dark Brown Ground, Sexagonal and Star Pattern In Green and Red. Tesselated Designs In Black, Red and White. Geometrical Designs In Black, Oak, and White. Mosaic Designs Green, Black, Oak. Floral Designs Chintz Coloring.: [6, 1027, 160, 1089]
correction-signature: EDWARD MARSH.: [881, 173, 956, 183]
divider: [332, 609, 484, 610]
divider: [6, 740, 160, 741]
dressmaking-text: AS TE ARO HOUSE, Under the management of an EFFICIENT ARTISTE, Offers unusual advantages to those ladies who appreciate PERFECTION OF FIT And ELEGANCE OF STYLE.: [6, 501, 160, 553]
column-rule: [809, 38, 810, 1468]
concert-heading: CONCERT & AID: [201, 160, 291, 173]
cables-balclutha: An extensive fire has occurred in which several buildings and contents have been destroyed, amongst them the Newmarket Hotel. The Telegraph Office had a narrow escape. The following are the insurances effected, as far as known:—Newmarket Hotel, South British, £800; New Zealand, £1,450; National, £500; Standard, £700; Smith's Hotel, National, £500; South British, £600. The piano and furniture were also insured in the National for £150. The stables were burned, but were insured in the New Zealand for £100. A bluestone building, insured in the Standard for £600, and the stock in the National for £1,000.: [494, 1515, 644, 1670]
booth-signature: HECTOR BOOTH.: [210, 614, 282, 624]
patterns-text: PATTERNS OF THE NEW DRESS MATERIALS Sent Post Free.: [23, 716, 143, 737]
concert-sub: SUNDAY SCHOOL. Foresters' Hall, Palmerston North.: [184, 173, 308, 193]
column-3: [332, 38, 484, 1468]
at-te-aro: At TE ARO HOUSE.: [47, 172, 119, 182]
divider: [170, 156, 322, 157]
at-te-aro-2: At TE ARO HOUSE.: [33, 363, 133, 376]
fire-continued-5: To a Juror: When I referred to the cabinet being "planted" I meant it was behind some shrubs, with a door placed before it.: [964, 900, 1110, 931]
fire-paragraph-6: Henry Phillips, who deposed: I am a storekeeper, residing at Palmerston, on the evening of the 8th instant, Mr Abrahams and his wife were at my place at about half past eight. Mrs Phillips took Mrs Abrahams into the parlor and they were doing needlework together. Mr Abrahams and myself remained in the shop, holding a general conversation. He asked if I was going to keep open all night, and I then closed up, somewhere about nine o'clock, and we both went into the parlor. After sitting a few minutes, he suggested that we should go for a walk, and we went as far as Mr Gilbert's. While we were there some one suggested that we should have a game of cards, and four of us, Mr Gilbert, Mr Abrahams, myself, and another gentleman, were the players. After we had a few games I left in company of Mr Abrahams for home. It would be then about eleven o'clock. On reaching home I made some port wine for Mrs Abrahams and my wife. They sat drinking it and chatting for about half an hour, and then Mr and Mrs Abrahams went home. I saw them out through the gate, after which I returned to the house, said my prayers, and went to bed. I was in bed for some time when I was awakened by my wife, who said there were some mice about. I told her to take no notice, as it was likely to be next door, meaning at the butcher's shop. A few minutes afterwards we heard more noises, like as if some one was knocking at a door. My wife said that I had better get up, and see what it was. When I got up, the door of the bed-room being only partly shut, I opened it and saw a glare through a glass window, and cried out "There's a fire." My wife then went into a sanitary room and brought out the little girl out of the bed. Not being quite sure as to the locality of the fire, I ran into the yard, out of the gate into the street, and shouted "fire." I suppose I shouted "fire" for some five or six minutes before anyone came. The first person I saw was Mr Dungan, who afterwards went into the house, accompanied by Mr Straker. They rendered assistance in removing the furniture, and after a few minutes several others also arrived and gave help. That is all I know of the matter.: [814, 468, 956, 1024]
masthead: The Manawatu Times.: [170, 1034, 322, 1061]
auckland-continued: drowned. Twenty boats, averaging four to five tons each, were lost, and many thousands of cocoa-nut trees washed away. A steamer has been sent from Tahiti to ascertain the extent of the disaster. More than 150 persons were drowned, £50,000 worth of property destroyed, and the copra trade ruined for years to come.: [654, 38, 804, 120]
